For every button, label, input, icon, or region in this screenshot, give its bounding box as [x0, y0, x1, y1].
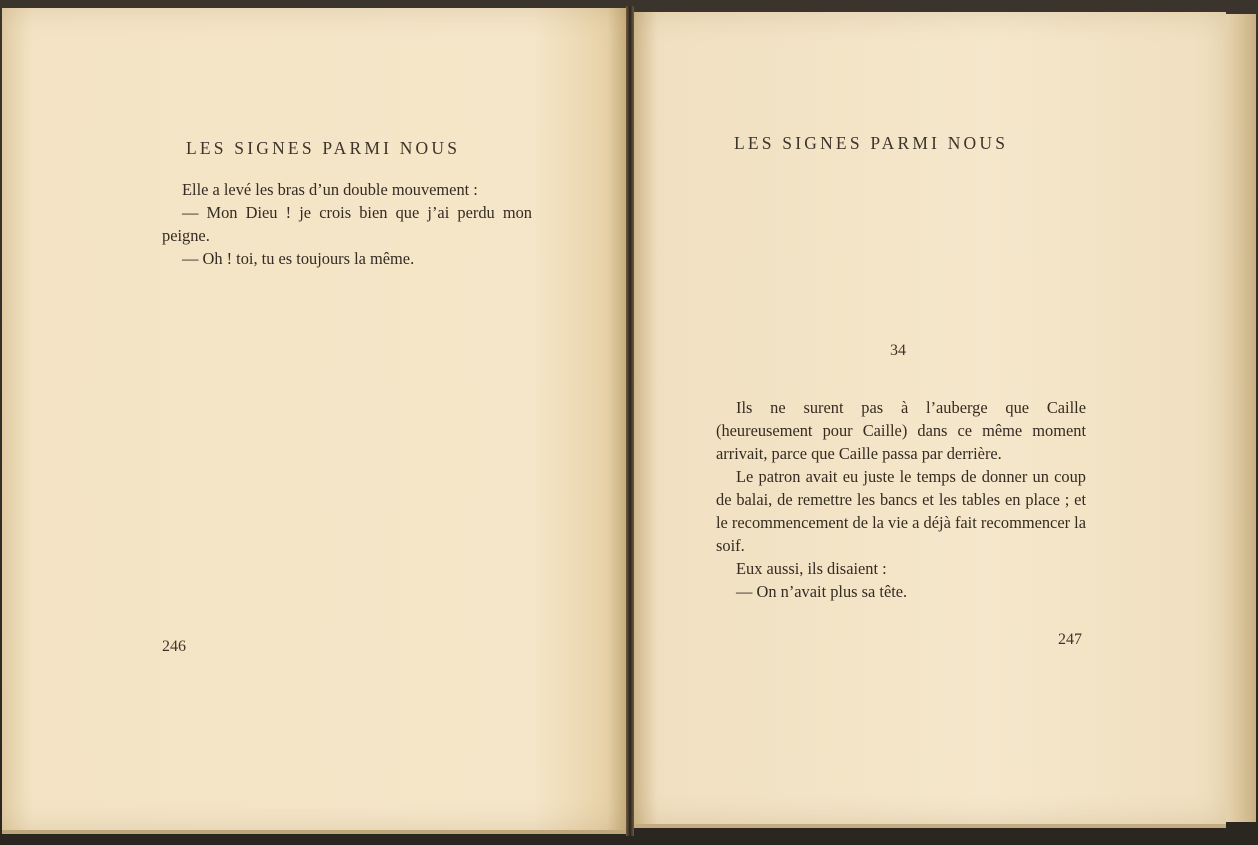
left-page: [2, 8, 626, 834]
left-paragraph-2: — Mon Dieu ! je crois bien que j’ai perdu mon peigne.: [162, 203, 532, 245]
chapter-number: 34: [890, 342, 906, 359]
right-paragraph-3: Eux aussi, ils disaient :: [736, 559, 887, 578]
right-folio: 247: [1058, 631, 1082, 648]
left-paragraph-1: Elle a levé les bras d’un double mouvement :: [182, 180, 478, 199]
right-paragraph-2: Le patron avait eu juste le temps de donner un coup de balai, de remettre les bancs et les tables en place ; et le recommencement de la vie a déjà fait recommencer la soif.: [716, 467, 1086, 555]
right-page-body: [716, 396, 1086, 603]
right-page: [634, 12, 1226, 828]
page-edges: [1226, 14, 1256, 822]
right-paragraph-1: Ils ne surent pas à l’auberge que Caille (heureusement pour Caille) dans ce même moment arrivait, parce que Caille passa par derrière.: [716, 398, 1086, 463]
right-running-head: LES SIGNES PARMI NOUS: [734, 133, 1009, 153]
left-folio: 246: [162, 638, 186, 655]
book-gutter: [626, 6, 634, 836]
right-paragraph-4: — On n’avait plus sa tête.: [736, 582, 908, 601]
left-page-body: [162, 178, 532, 270]
left-paragraph-3: — Oh ! toi, tu es toujours la même.: [182, 249, 415, 268]
left-running-head: LES SIGNES PARMI NOUS: [186, 138, 461, 158]
